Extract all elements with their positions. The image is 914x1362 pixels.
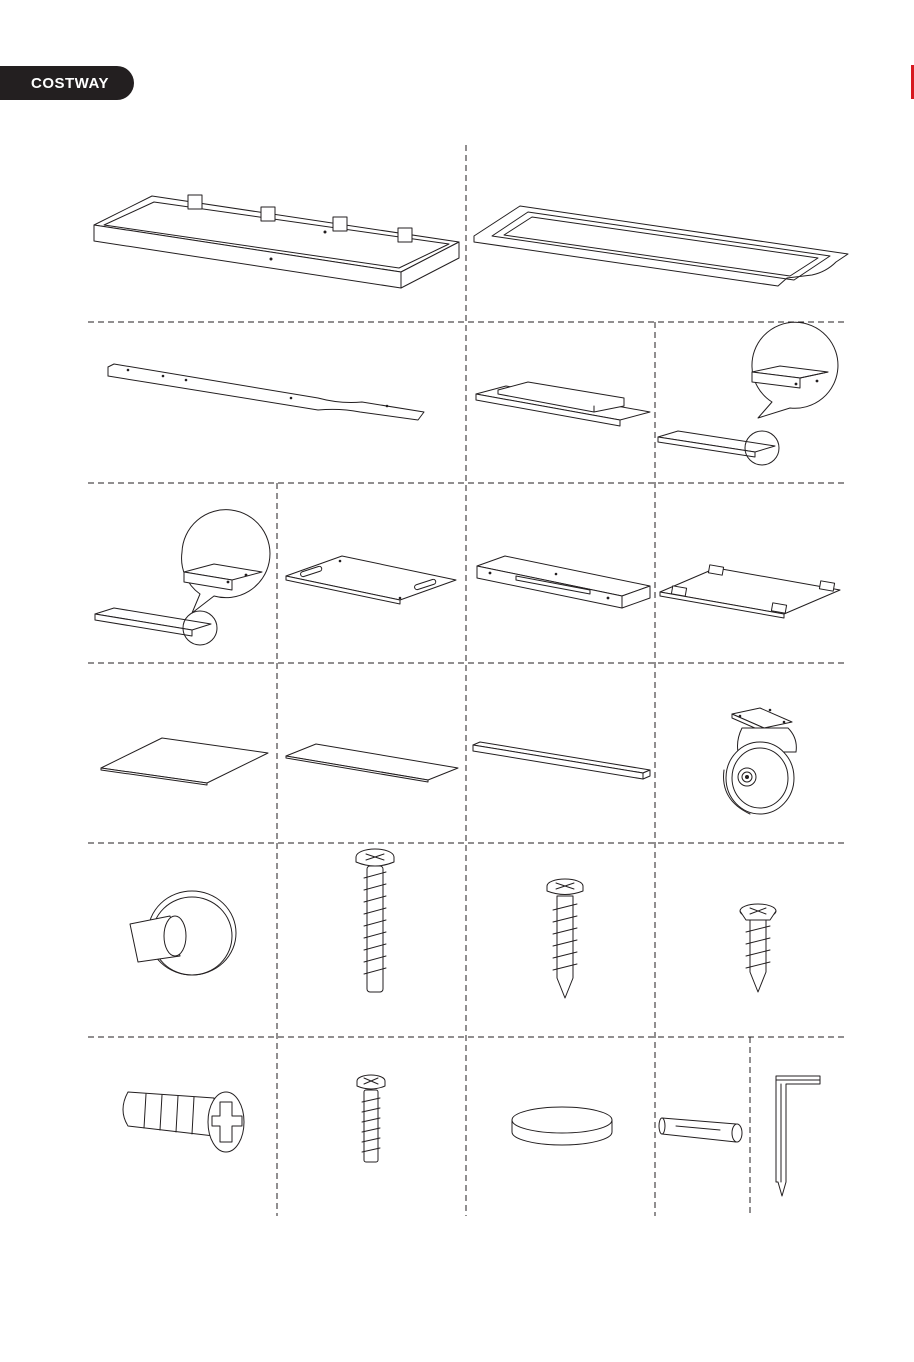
brand-name: COSTWAY — [31, 74, 109, 92]
machine-screw-icon — [357, 1075, 385, 1162]
long-screw-icon — [356, 849, 394, 992]
framed-panel-icon — [474, 206, 848, 286]
grid-lines — [88, 145, 845, 1216]
long-rail-icon — [108, 364, 424, 420]
slotted-panel-icon — [286, 556, 456, 604]
base-plate-with-pads-icon — [660, 565, 840, 618]
cam-bolt-icon — [123, 1092, 244, 1152]
thin-rectangular-sheet-icon — [286, 744, 458, 782]
caster-wheel-icon — [724, 708, 797, 814]
box-beam-icon — [477, 556, 650, 608]
board-zoom-detail-icon — [658, 322, 838, 465]
stepped-board-icon — [476, 382, 650, 426]
wooden-dowel-icon — [659, 1118, 742, 1142]
thin-square-sheet-icon — [101, 738, 268, 785]
short-screw-icon — [740, 904, 776, 992]
round-disc-icon — [512, 1107, 612, 1145]
drawer-tray-with-hinges-icon — [94, 195, 459, 288]
knob-with-ring-icon — [130, 891, 236, 975]
square-bar-icon — [473, 742, 650, 779]
board-zoom-detail-icon — [95, 510, 270, 645]
allen-key-icon — [776, 1076, 820, 1196]
medium-screw-icon — [547, 879, 583, 998]
